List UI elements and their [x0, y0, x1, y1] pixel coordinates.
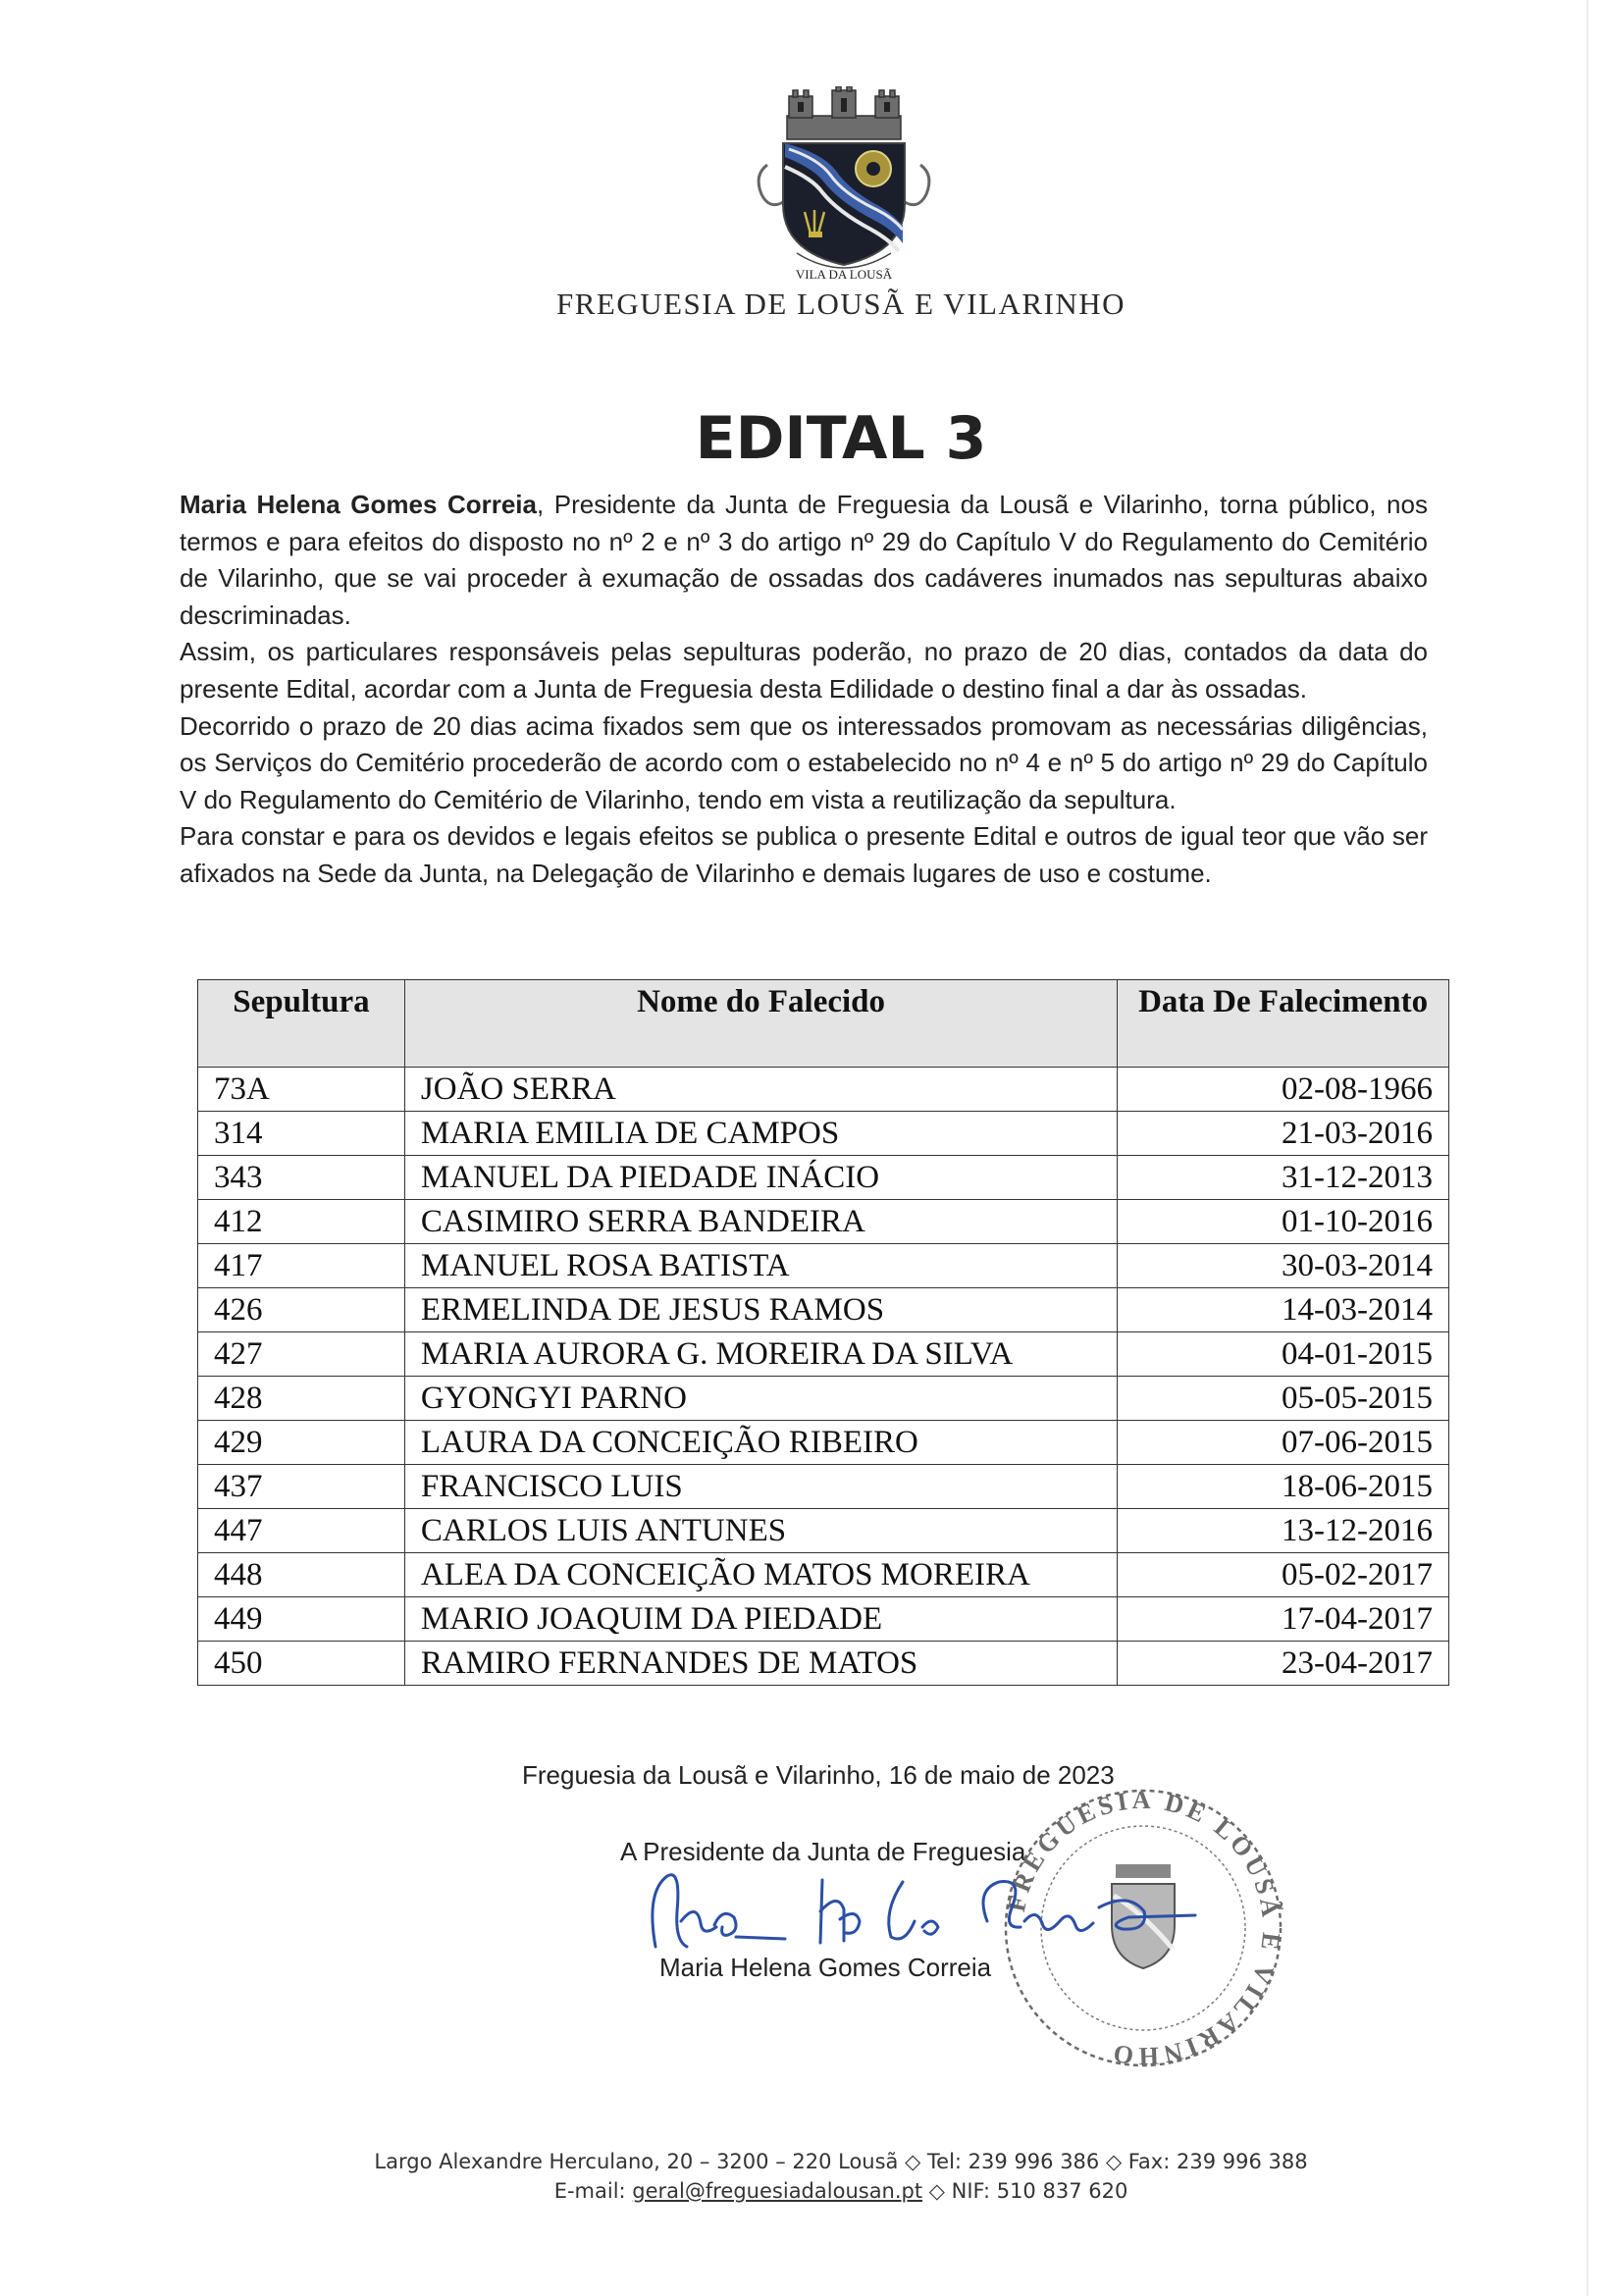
deceased-name: RAMIRO FERNANDES DE MATOS: [404, 1642, 1117, 1686]
deceased-name: GYONGYI PARNO: [404, 1377, 1117, 1421]
paragraph-4: Para constar e para os devidos e legais efeitos se publica o presente Edital e outros de igual teor que vão ser afixados na Sede da Junta, na Delegação de Vilarinho e demais lugares de uso e costume.: [180, 821, 1428, 888]
death-date: 23-04-2017: [1118, 1642, 1449, 1686]
table-row: [198, 1200, 1449, 1244]
paragraph-1: [180, 487, 1428, 634]
death-date: 14-03-2014: [1118, 1288, 1449, 1332]
organization-name: FREGUESIA DE LOUSÃ E VILARINHO: [555, 287, 1126, 321]
grave-number: 447: [198, 1509, 405, 1553]
table-row: [198, 1597, 1449, 1642]
grave-number: 73A: [198, 1068, 405, 1112]
table-row: [198, 1465, 1449, 1509]
paragraph-3: Decorrido o prazo de 20 dias acima fixados sem que os interessados promovam as necessárias diligências, os Serviços do Cemitério procederão de acordo com o estabelecido no nº 4 e nº 5 do artigo nº 29 do Capítulo V do Regulamento do Cemitério de Vilarinho, tendo em vista a reutilização da sepultura.: [180, 710, 1428, 814]
grave-number: 449: [198, 1597, 405, 1642]
notice-body: [180, 487, 1428, 893]
table-row: [198, 1156, 1449, 1200]
stamp-text: FREGUESIA DE LOUSÃ E VILARINHO: [1002, 1785, 1286, 2071]
email-label: E-mail:: [553, 2179, 633, 2203]
page-edge-line: [1587, 0, 1589, 2296]
grave-number: 450: [198, 1642, 405, 1686]
deceased-name: MARIO JOAQUIM DA PIEDADE: [404, 1597, 1117, 1642]
table-row: [198, 1377, 1449, 1421]
signatory-role: A Presidente da Junta de Freguesia: [620, 1837, 1026, 1866]
email-link[interactable]: geral@freguesiadalousan.pt: [632, 2179, 923, 2203]
paragraph-1-text: , Presidente da Junta de Freguesia da Lousã e Vilarinho, torna público, nos termos e para efeitos do disposto no nº 2 e nº 3 do artigo nº 29 do Capítulo V do Regulamento do Cemitério de Vilarinho, que se vai proceder à exumação de ossadas dos cadáveres inumados nas sepulturas abaixo descriminadas.: [180, 490, 1428, 630]
deceased-name: MARIA EMILIA DE CAMPOS: [404, 1112, 1117, 1156]
header-sepultura: Sepultura: [198, 980, 405, 1068]
president-name: Maria Helena Gomes Correia: [180, 490, 537, 519]
grave-number: 437: [198, 1465, 405, 1509]
grave-number: 417: [198, 1244, 405, 1288]
death-date: 13-12-2016: [1118, 1509, 1449, 1553]
footer: [0, 2147, 1623, 2206]
handwritten-signature: [638, 1852, 1207, 1960]
deceased-name: MARIA AURORA G. MOREIRA DA SILVA: [404, 1332, 1117, 1377]
table-row: [198, 1068, 1449, 1112]
page-title: EDITAL 3: [695, 404, 987, 473]
signatory-name: Maria Helena Gomes Correia: [659, 1953, 992, 1982]
grave-number: 343: [198, 1156, 405, 1200]
nif-text: ◇ NIF: 510 837 620: [922, 2179, 1128, 2203]
death-date: 07-06-2015: [1118, 1421, 1449, 1465]
death-date: 17-04-2017: [1118, 1597, 1449, 1642]
grave-number: 426: [198, 1288, 405, 1332]
death-date: 05-05-2015: [1118, 1377, 1449, 1421]
header-nome: Nome do Falecido: [404, 980, 1117, 1068]
grave-number: 448: [198, 1553, 405, 1597]
deceased-name: ERMELINDA DE JESUS RAMOS: [404, 1288, 1117, 1332]
deceased-name: CARLOS LUIS ANTUNES: [404, 1509, 1117, 1553]
deceased-name: ALEA DA CONCEIÇÃO MATOS MOREIRA: [404, 1553, 1117, 1597]
header-data: Data De Falecimento: [1118, 980, 1449, 1068]
table-row: [198, 1509, 1449, 1553]
death-date: 04-01-2015: [1118, 1332, 1449, 1377]
grave-number: 429: [198, 1421, 405, 1465]
deceased-name: CASIMIRO SERRA BANDEIRA: [404, 1200, 1117, 1244]
table-row: [198, 1112, 1449, 1156]
death-date: 01-10-2016: [1118, 1200, 1449, 1244]
deceased-name: LAURA DA CONCEIÇÃO RIBEIRO: [404, 1421, 1117, 1465]
death-date: 21-03-2016: [1118, 1112, 1449, 1156]
deceased-name: MANUEL ROSA BATISTA: [404, 1244, 1117, 1288]
death-date: 18-06-2015: [1118, 1465, 1449, 1509]
coat-of-arms-logo: [746, 86, 942, 287]
deceased-name: JOÃO SERRA: [404, 1068, 1117, 1112]
table-row: [198, 1244, 1449, 1288]
table-row: [198, 1332, 1449, 1377]
table-row: [198, 1642, 1449, 1686]
table-row: [198, 1288, 1449, 1332]
death-date: 02-08-1966: [1118, 1068, 1449, 1112]
death-date: 30-03-2014: [1118, 1244, 1449, 1288]
grave-number: 428: [198, 1377, 405, 1421]
graves-table: [197, 979, 1449, 1686]
grave-number: 412: [198, 1200, 405, 1244]
death-date: 05-02-2017: [1118, 1553, 1449, 1597]
table-header-row: [198, 980, 1449, 1068]
svg-text:VILA DA LOUSÃ: VILA DA LOUSÃ: [795, 267, 893, 282]
footer-address: Largo Alexandre Herculano, 20 – 3200 – 220 Lousã ◇ Tel: 239 996 386 ◇ Fax: 239 996 388: [374, 2150, 1308, 2173]
place-and-date: Freguesia da Lousã e Vilarinho, 16 de maio de 2023: [522, 1760, 1115, 1790]
paragraph-2: Assim, os particulares responsáveis pelas sepulturas poderão, no prazo de 20 dias, contados da data do presente Edital, acordar com a Junta de Freguesia desta Edilidade o destino final a dar às ossadas.: [180, 637, 1428, 704]
grave-number: 427: [198, 1332, 405, 1377]
table-row: [198, 1421, 1449, 1465]
table-row: [198, 1553, 1449, 1597]
death-date: 31-12-2013: [1118, 1156, 1449, 1200]
grave-number: 314: [198, 1112, 405, 1156]
footer-contact: [0, 2176, 1623, 2206]
deceased-name: MANUEL DA PIEDADE INÁCIO: [404, 1156, 1117, 1200]
deceased-name: FRANCISCO LUIS: [404, 1465, 1117, 1509]
